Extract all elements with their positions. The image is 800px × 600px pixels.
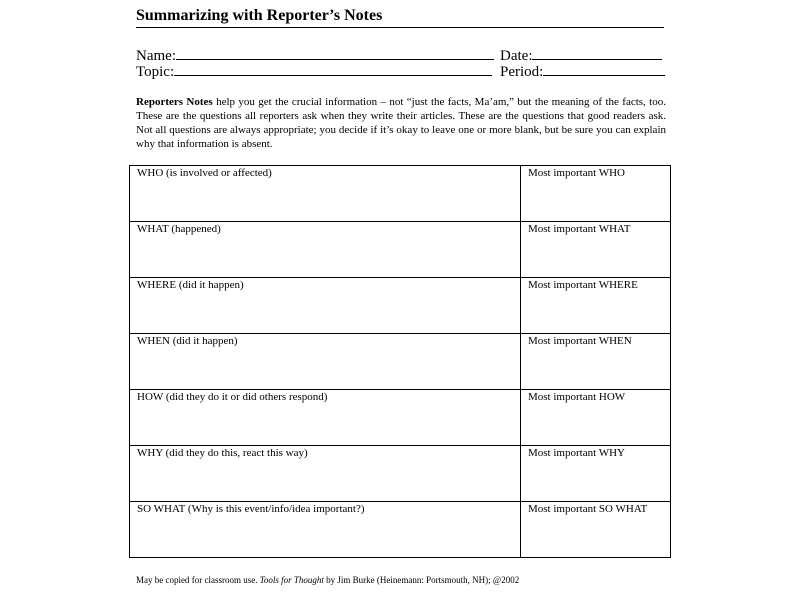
table-row — [130, 222, 671, 278]
table-row — [130, 166, 671, 222]
period-label: Period: — [500, 64, 544, 80]
name-field[interactable] — [136, 47, 494, 64]
question-cell[interactable]: WHAT (happened) — [130, 222, 521, 278]
question-cell[interactable]: WHO (is involved or affected) — [130, 166, 521, 222]
table-row — [130, 502, 671, 558]
most-important-cell[interactable]: Most important WHAT — [521, 222, 671, 278]
name-line[interactable] — [176, 47, 494, 60]
question-cell[interactable]: WHY (did they do this, react this way) — [130, 446, 521, 502]
most-important-cell[interactable]: Most important WHERE — [521, 278, 671, 334]
footer-pre: May be copied for classroom use. — [136, 575, 260, 585]
most-important-cell[interactable]: Most important WHO — [521, 166, 671, 222]
intro-bold: Reporters Notes — [136, 96, 213, 108]
notes-table — [129, 165, 671, 558]
table-row — [130, 278, 671, 334]
most-important-cell[interactable]: Most important SO WHAT — [521, 502, 671, 558]
question-cell[interactable]: WHEN (did it happen) — [130, 334, 521, 390]
most-important-cell[interactable]: Most important WHEN — [521, 334, 671, 390]
question-cell[interactable]: WHERE (did it happen) — [130, 278, 521, 334]
most-important-cell[interactable]: Most important WHY — [521, 446, 671, 502]
page-title: Summarizing with Reporter’s Notes — [136, 7, 664, 28]
footer-post: by Jim Burke (Heinemann: Portsmouth, NH); @2002 — [323, 575, 520, 585]
footer — [136, 575, 519, 585]
table-row — [130, 390, 671, 446]
question-cell[interactable]: HOW (did they do it or did others respond) — [130, 390, 521, 446]
footer-book: Tools for Thought — [259, 575, 324, 585]
date-line[interactable] — [532, 47, 662, 60]
table-row — [130, 334, 671, 390]
name-label: Name: — [136, 48, 176, 64]
period-line[interactable] — [543, 63, 665, 76]
intro-paragraph — [136, 95, 666, 151]
date-label: Date: — [500, 48, 533, 64]
table-row — [130, 446, 671, 502]
period-field[interactable] — [500, 63, 665, 80]
most-important-cell[interactable]: Most important HOW — [521, 390, 671, 446]
question-cell[interactable]: SO WHAT (Why is this event/info/idea important?) — [130, 502, 521, 558]
intro-text: help you get the crucial information – not “just the facts, Ma’am,” but the meaning of the facts, too. These are the questions all reporters ask when they write their articles. These are the questions that good readers ask. Not all questions are always appropriate; you decide if it’s okay to leave one or more blank, but be sure you can explain why that information is absent. — [136, 96, 666, 150]
topic-label: Topic: — [136, 64, 175, 80]
topic-line[interactable] — [174, 63, 492, 76]
date-field[interactable] — [500, 47, 662, 64]
topic-field[interactable] — [136, 63, 492, 80]
